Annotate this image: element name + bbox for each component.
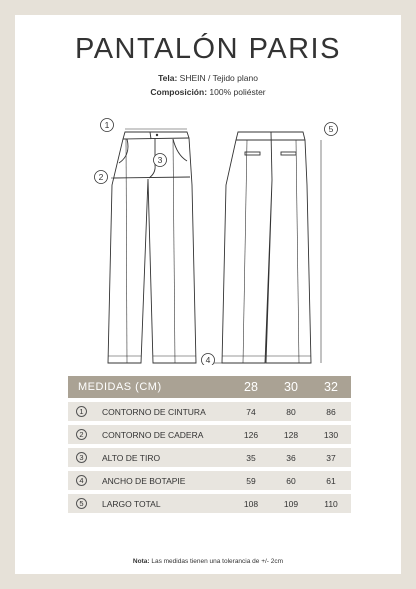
- row-label: LARGO TOTAL: [102, 498, 161, 509]
- table-row: [68, 425, 351, 444]
- row-value: 108: [243, 498, 259, 509]
- row-label: CONTORNO DE CINTURA: [102, 406, 206, 417]
- table-header: [68, 376, 351, 398]
- size-header: 32: [324, 380, 338, 394]
- row-value: 37: [326, 452, 336, 463]
- size-header: 30: [284, 380, 298, 394]
- fabric-label: Tela:: [158, 73, 178, 83]
- composition-value: 100% poliéster: [209, 87, 266, 97]
- page-title: PANTALÓN PARIS: [75, 33, 341, 65]
- row-label: ALTO DE TIRO: [102, 452, 161, 463]
- row-value: 36: [286, 452, 296, 463]
- measurements-table: [68, 376, 351, 513]
- row-number-badge: 4: [76, 475, 87, 486]
- pants-technical-drawing: [15, 15, 401, 365]
- row-number-badge: 2: [76, 429, 87, 440]
- row-value: 74: [246, 406, 256, 417]
- back-view-drawing: [222, 132, 311, 363]
- row-label: ANCHO DE BOTAPIE: [102, 475, 186, 486]
- row-value: 35: [246, 452, 256, 463]
- front-view-drawing: [108, 129, 196, 363]
- composition-label: Composición:: [150, 87, 208, 97]
- row-value: 60: [286, 475, 296, 486]
- row-number-badge: 5: [76, 498, 87, 509]
- header-label: MEDIDAS (CM): [78, 381, 162, 393]
- row-value: 130: [323, 429, 339, 440]
- marker-1-label: 1: [104, 120, 110, 130]
- row-label: CONTORNO DE CADERA: [102, 429, 204, 440]
- tolerance-note: [15, 558, 401, 565]
- marker-4-label: 4: [205, 355, 211, 365]
- note-label: Nota:: [132, 558, 150, 565]
- size-header: 28: [244, 380, 258, 394]
- marker-3-label: 3: [157, 155, 163, 165]
- row-value: 109: [283, 498, 299, 509]
- fabric-value: SHEIN / Tejido plano: [179, 73, 258, 83]
- note-text: Las medidas tienen una tolerancia de +/- 2cm: [151, 558, 284, 565]
- size-chart-card: [15, 15, 401, 574]
- table-row: [68, 471, 351, 490]
- row-value: 86: [326, 406, 336, 417]
- row-value: 80: [286, 406, 296, 417]
- row-value: 61: [326, 475, 336, 486]
- row-value: 110: [324, 498, 338, 509]
- row-number-badge: 3: [76, 452, 87, 463]
- table-row: [68, 402, 351, 421]
- row-value: 59: [246, 475, 256, 486]
- table-row: [68, 494, 351, 513]
- row-number-badge: 1: [76, 406, 87, 417]
- marker-5-label: 5: [328, 124, 334, 134]
- marker-2-label: 2: [98, 172, 104, 182]
- row-value: 128: [283, 429, 299, 440]
- row-value: 126: [243, 429, 259, 440]
- table-row: [68, 448, 351, 467]
